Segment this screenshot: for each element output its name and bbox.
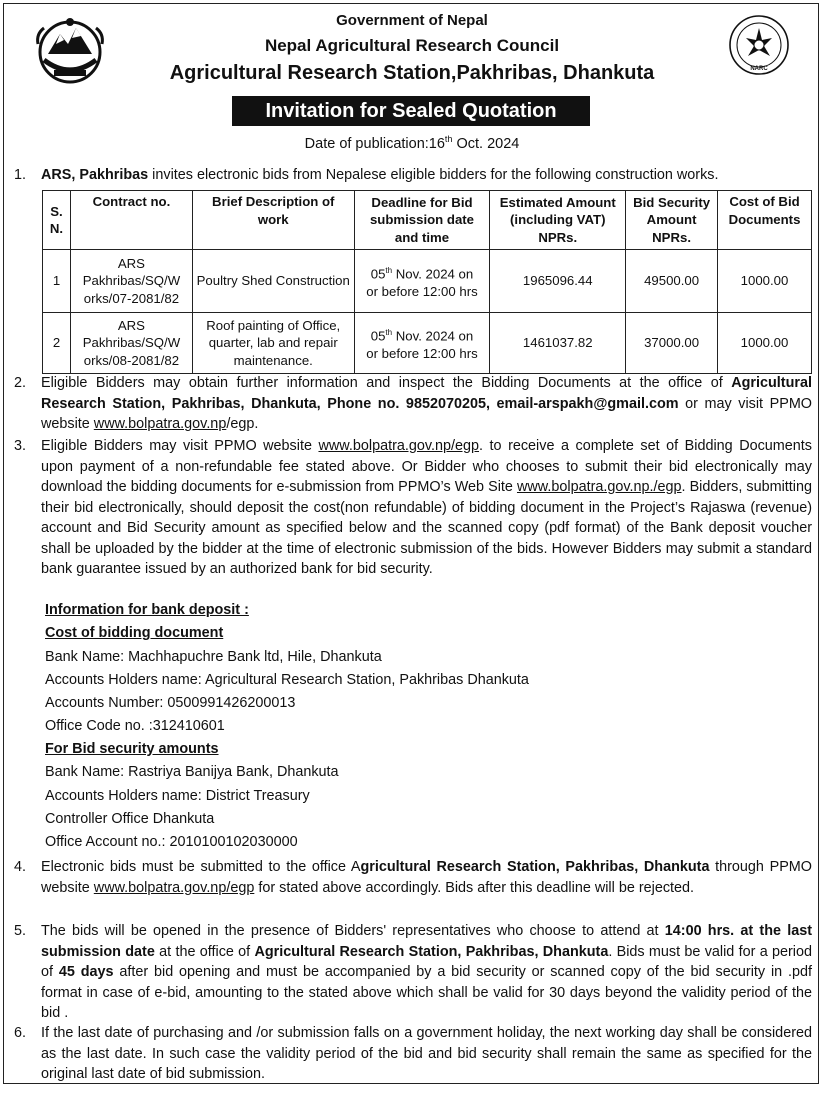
clause-5: 5. The bids will be opened in the presence of Bidders' representatives who choose to attend at 14:00 hrs. at the last submission date at the office of Agricultural Research Station, Pakhribas, Dhankuta. Bids must be valid for a period of 45 days after bid opening and must be accompanied by a bid security or scanned copy of the bid security in .pdf format in case of e-bid, amounting to the stated above which shall be valid for 30 days beyond the validity period of the bid . [14, 923, 813, 1021]
publication-date: Date of publication:16th Oct. 2024 [304, 134, 520, 152]
clause-number: 2. [14, 375, 27, 391]
ppmo-link[interactable]: www.bolpatra.gov.np/egp [318, 438, 480, 454]
header-contract: Contract no. [70, 191, 192, 250]
notice-page [3, 3, 819, 1084]
clause-number: 6. [14, 1025, 27, 1041]
header-cost: Cost of Bid Documents [718, 191, 812, 250]
bank-line: Office Account no.: 2010100102030000 [45, 834, 298, 850]
clause-1: 1. ARS, Pakhribas invites electronic bids from Nepalese eligible bidders for the following construction works. [12, 165, 812, 186]
clause-number: 5. [14, 923, 27, 939]
clause-number: 1. [14, 167, 27, 183]
bid-security-title: For Bid security amounts [45, 741, 219, 757]
ppmo-link[interactable]: www.bolpatra.gov.np./egp [516, 479, 682, 495]
banner-text: Invitation for Sealed Quotation [265, 99, 557, 122]
bank-line: Controller Office Dhankuta [45, 811, 215, 827]
header-sn: S. N. [43, 191, 71, 250]
bank-info-title: Information for bank deposit : [45, 602, 249, 618]
clause-3: 3. Eligible Bidders may visit PPMO website www.bolpatra.gov.np/egp. to receive a complete set of Bidding Documents upon payment of a non-refundable fee stated above. Or Bidder who chooses to submit their bid electronically may download the bidding documents for e-submission from PPMO’s Web Site www.bolpatra.gov.np./egp. Bidders, submitting their bid electronically, should deposit the cost(non refundable) of bidding document in the Project’s Rajaswa (revenue) account and Bid Security amount as specified below and the scanned copy (pdf format) of the Bank deposit voucher shall be uploaded by the bidder at the time of electronic submission of the bids. However Bidders may submit a standard bank guarantee issued by an authorized bank for bid security. [14, 438, 813, 577]
invitation-banner [232, 96, 590, 126]
seal-text: NARC [750, 66, 768, 72]
station-title: Agricultural Research Station,Pakhribas, Dhankuta [169, 62, 655, 84]
header-description: Brief Description of work [192, 191, 354, 250]
table-header-row [43, 191, 812, 250]
clause-number: 4. [14, 859, 27, 875]
table-row: 2 ARS Pakhribas/SQ/W orks/08-2081/82 Roof painting of Office, quarter, lab and repair maintenance. 05th Nov. 2024 on or before 12:00 hrs 1461037.82 37000.00 1000.00 [43, 313, 812, 374]
clause-6: 6. If the last date of purchasing and /or submission falls on a government holiday, the next working day shall be considered as the last date. In such case the validity period of the bid and bid security shall remain the same as specified for the original last date of bid submission. [14, 1025, 812, 1082]
bank-line: Accounts Holders name: District Treasury [45, 788, 310, 804]
bids-table [42, 190, 812, 374]
council-title: Nepal Agricultural Research Council [264, 36, 560, 55]
header-amount: Estimated Amount (including VAT) NPRs. [490, 191, 626, 250]
government-title: Government of Nepal [336, 12, 488, 29]
clause-2: 2. Eligible Bidders may obtain further information and inspect the Bidding Documents at the office of Agricultural Research Station, Pakhribas, Dhankuta, Phone no. 9852070205, email-arspakh@gmail.com or may visit PPMO website www.bolpatra.gov.np/egp. [14, 375, 813, 432]
header-deadline: Deadline for Bid submission date and time [354, 191, 490, 250]
bank-line: Office Code no. :312410601 [45, 718, 225, 734]
bank-line: Accounts Number: 0500991426200013 [45, 695, 296, 711]
table-row: 1 ARS Pakhribas/SQ/W orks/07-2081/82 Poultry Shed Construction 05th Nov. 2024 on or before 12:00 hrs 1965096.44 49500.00 1000.00 [43, 250, 812, 313]
clause-number: 3. [14, 438, 27, 454]
clause-4: 4. Electronic bids must be submitted to the office Agricultural Research Station, Pakhribas, Dhankuta through PPMO website www.bolpatra.gov.np/egp for stated above accordingly. Bids after this deadline will be rejected. [14, 859, 812, 896]
bank-line: Bank Name: Rastriya Banijya Bank, Dhankuta [45, 764, 339, 780]
cost-doc-title: Cost of bidding document [45, 625, 224, 641]
bank-line: Accounts Holders name: Agricultural Research Station, Pakhribas Dhankuta [45, 672, 529, 688]
ppmo-link[interactable]: www.bolpatra.gov.np/egp [93, 879, 255, 896]
ppmo-link[interactable]: www.bolpatra.gov.np [93, 416, 227, 432]
bank-line: Bank Name: Machhapuchre Bank ltd, Hile, Dhankuta [45, 649, 382, 665]
header-security: Bid Security Amount NPRs. [626, 191, 718, 250]
